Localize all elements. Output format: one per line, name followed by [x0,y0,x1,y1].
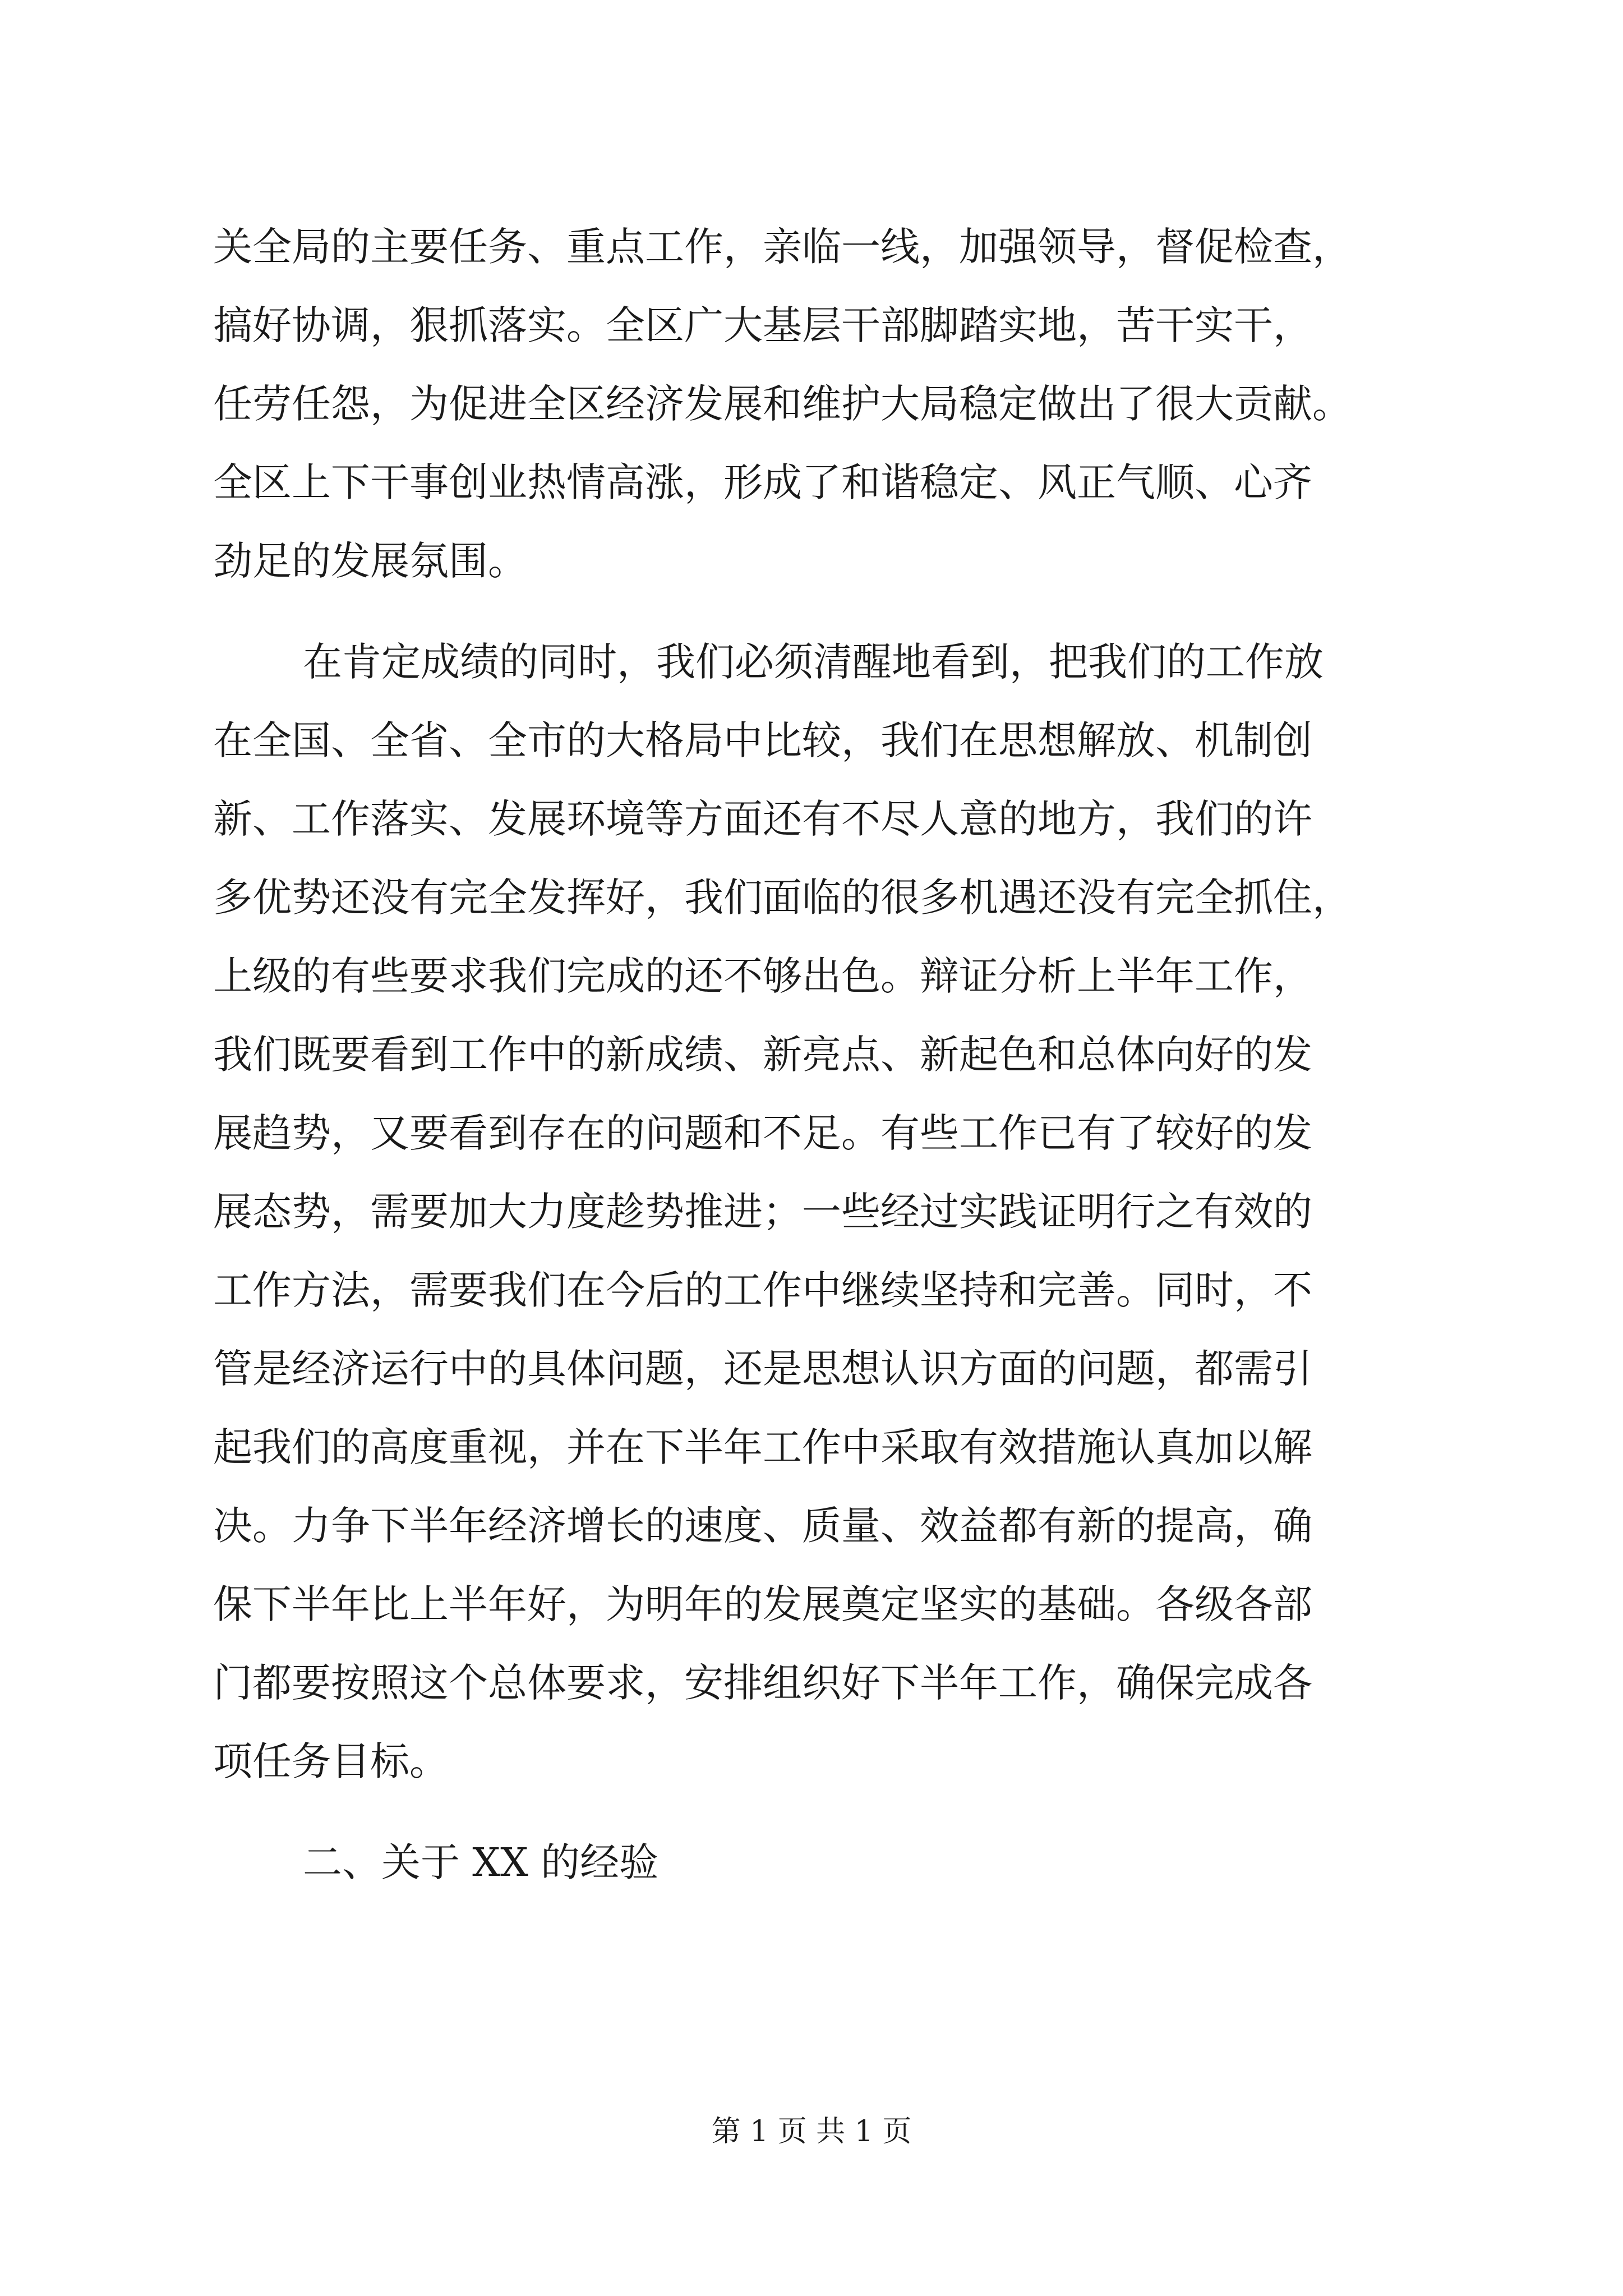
paragraph-2-line-2: 在全国、全省、全市的大格局中比较，我们在思想解放、机制创 [213,717,1312,763]
paragraph-2-line-5: 上级的有些要求我们完成的还不够出色。辩证分析上半年工作， [213,953,1312,999]
page-number-footer: 第 1 页 共 1 页 [711,2115,912,2148]
paragraph-2-line-9: 工作方法，需要我们在今后的工作中继续坚持和完善。同时，不 [213,1267,1312,1313]
paragraph-2-line-12: 决。力争下半年经济增长的速度、质量、效益都有新的提高，确 [213,1503,1312,1549]
paragraph-2-line-11: 起我们的高度重视，并在下半年工作中采取有效措施认真加以解 [213,1424,1312,1470]
paragraph-1-line-2: 搞好协调，狠抓落实。全区广大基层干部脚踏实地，苦干实干， [213,302,1312,348]
paragraph-2-line-15: 项任务目标。 [213,1738,449,1784]
section-heading: 二、关于 XX 的经验 [303,1839,659,1885]
paragraph-1-line-1: 关全局的主要任务、重点工作，亲临一线，加强领导，督促检查， [213,224,1352,270]
paragraph-2-line-1: 在肯定成绩的同时，我们必须清醒地看到，把我们的工作放 [303,639,1324,685]
paragraph-2-line-6: 我们既要看到工作中的新成绩、新亮点、新起色和总体向好的发 [213,1032,1312,1078]
paragraph-1-line-4: 全区上下干事创业热情高涨，形成了和谐稳定、风正气顺、心齐 [213,459,1312,505]
paragraph-2-line-8: 展态势，需要加大力度趁势推进；一些经过实践证明行之有效的 [213,1189,1312,1235]
paragraph-1-line-5: 劲足的发展氛围。 [213,538,527,584]
paragraph-2-line-14: 门都要按照这个总体要求，安排组织好下半年工作，确保完成各 [213,1660,1312,1706]
paragraph-2-line-3: 新、工作落实、发展环境等方面还有不尽人意的地方，我们的许 [213,796,1312,842]
paragraph-1-line-3: 任劳任怨，为促进全区经济发展和维护大局稳定做出了很大贡献。 [213,381,1352,427]
paragraph-2-line-4: 多优势还没有完全发挥好，我们面临的很多机遇还没有完全抓住， [213,875,1352,921]
paragraph-2-line-10: 管是经济运行中的具体问题，还是思想认识方面的问题，都需引 [213,1346,1312,1392]
paragraph-2-line-7: 展趋势，又要看到存在的问题和不足。有些工作已有了较好的发 [213,1110,1312,1156]
paragraph-2-line-13: 保下半年比上半年好，为明年的发展奠定坚实的基础。各级各部 [213,1581,1312,1627]
